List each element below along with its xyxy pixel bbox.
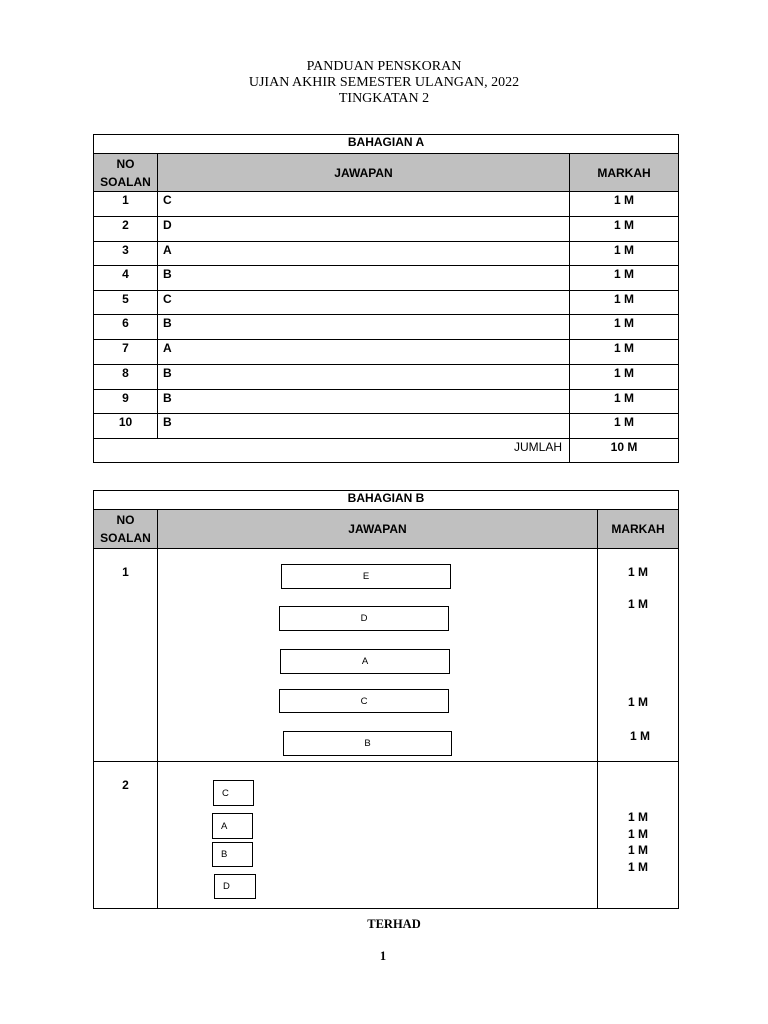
column-header-answer: JAWAPAN [157,510,597,548]
answer-cell [157,549,597,761]
section-a-title-row [93,134,679,154]
table-row [93,191,679,217]
question-number: 8 [122,366,129,380]
table-row [93,265,679,291]
table-row [93,314,679,340]
answer: B [157,414,569,438]
column-header-marks: MARKAH [569,154,678,191]
question-number: 9 [122,391,129,405]
marks: 1 M [569,217,678,241]
marks: 1 M [627,565,648,579]
question-number: 4 [122,267,129,281]
marks: 1 M [627,843,648,857]
answer: A [157,340,569,364]
answer: B [157,315,569,339]
table-row [93,389,679,414]
grade-level: TINGKATAN 2 [338,91,430,106]
marks: 1 M [569,315,678,339]
marks: 1 M [569,390,678,413]
answer-box: A [280,649,450,674]
classification-label: TERHAD [367,917,421,931]
answer-box: C [213,780,254,806]
answer-cell [157,762,597,908]
document-title: PANDUAN PENSKORAN [306,59,462,74]
question-number: 10 [118,415,133,429]
section-b-title-row [93,490,679,510]
answer: B [157,390,569,413]
section-a-header-row [93,153,679,192]
answer-box: C [279,689,449,713]
marks: 1 M [569,414,678,438]
section-b-header-row [93,509,679,549]
question-number: 2 [122,218,129,232]
section-b-title: BAHAGIAN B [347,491,425,505]
marks-cell [597,762,678,908]
marks-cell [597,549,678,761]
marks: 1 M [569,340,678,364]
marks: 1 M [569,291,678,314]
table-row [93,241,679,266]
section-a-title: BAHAGIAN A [347,135,425,149]
marks-list [598,809,678,875]
marks: 1 M [627,597,648,611]
answer-box: D [214,874,256,899]
marks: 1 M [569,242,678,265]
marks: 1 M [569,365,678,389]
table-row [93,413,679,439]
answer-box: D [279,606,449,631]
answer: C [157,291,569,314]
answer-box: B [283,731,452,756]
marks: 1 M [569,192,678,216]
column-header-question-no [94,154,157,191]
column-header-question-no-label: NO SOALAN [100,513,151,545]
total-marks: 10 M [569,439,678,462]
section-a-table [93,134,679,463]
marks: 1 M [627,859,648,874]
marks: 1 M [627,810,648,824]
column-header-marks: MARKAH [597,510,678,548]
question-row [93,761,679,909]
question-number: 6 [122,316,129,330]
column-header-question-no [94,510,157,548]
page-number: 1 [379,949,387,963]
table-row [93,216,679,242]
question-number: 3 [122,243,129,257]
table-row [93,290,679,315]
question-number: 2 [122,778,129,792]
section-b-table [93,490,679,909]
table-row [93,339,679,365]
table-row [93,364,679,390]
marks: 1 M [627,826,648,841]
answer: A [157,242,569,265]
answer: D [157,217,569,241]
marks: 1 M [627,695,648,709]
marks: 1 M [629,729,650,743]
answer-box: E [281,564,451,589]
answer-box: A [212,813,253,839]
marks: 1 M [569,266,678,290]
answer-box: B [212,842,253,867]
column-header-answer: JAWAPAN [157,154,569,191]
question-number: 7 [122,341,129,355]
column-header-question-no-label: NO SOALAN [100,156,151,189]
question-row [93,548,679,762]
question-number: 1 [122,565,129,579]
total-row [93,438,679,463]
question-number: 1 [122,193,129,207]
answer: C [157,192,569,216]
answer: B [157,266,569,290]
total-label: JUMLAH [513,440,562,454]
exam-name: UJIAN AKHIR SEMESTER ULANGAN, 2022 [248,75,520,90]
question-number: 5 [122,292,129,306]
answer: B [157,365,569,389]
document-header [0,59,768,107]
